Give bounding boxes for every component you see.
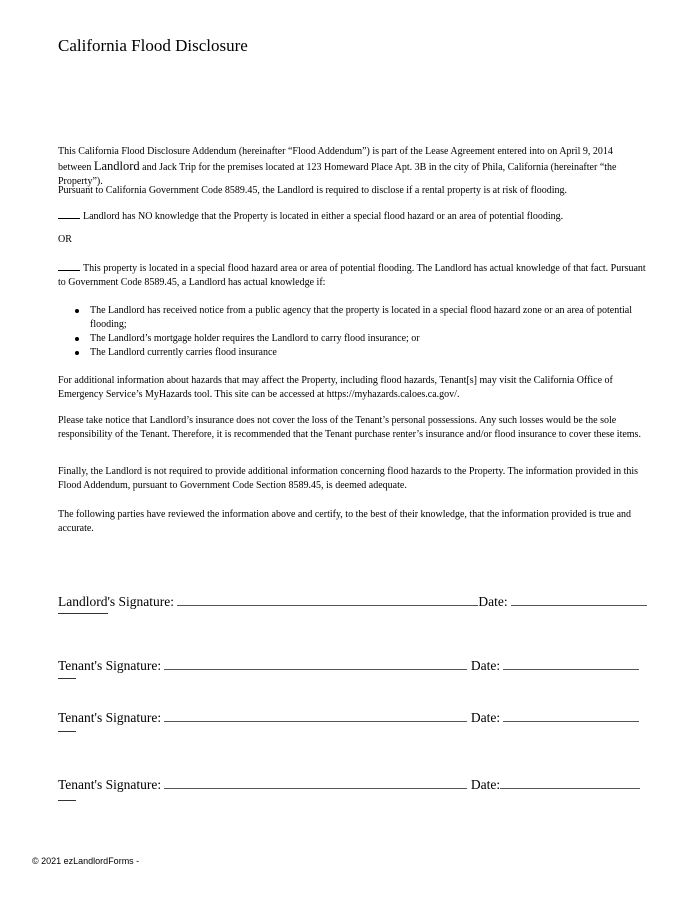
signature-line[interactable] <box>164 775 467 789</box>
date-line[interactable] <box>511 592 647 606</box>
footer-copyright: © 2021 ezLandlordForms - <box>32 856 140 866</box>
insurance-paragraph: Please take notice that Landlord’s insurance does not cover the loss of the Tenant’s personal possessions. Any such losses would be the sole responsibility of the Tenant. Therefore, it is recommended that the Tenant purchase renter’s insurance and/or flood insurance to cover these items. <box>58 415 641 440</box>
date-label: Date: <box>470 777 501 792</box>
line-continuation <box>58 678 76 679</box>
date-label: Date: <box>478 594 508 609</box>
date-line[interactable] <box>503 656 639 670</box>
line-continuation <box>58 731 76 732</box>
signature-line[interactable] <box>164 656 467 670</box>
line-continuation <box>58 613 108 614</box>
info-paragraph: For additional information about hazards that may affect the Property, including flood hazards, Tenant[s] may visit the California Office of Emergency Service’s MyHazards tool. This site can be accessed at https://myhazards.caloes.ca.gov/. <box>58 375 613 400</box>
intro-text: This California Flood Disclosure Addendum (hereinafter “Flood Addendum”) is part of the Lease Agreement entered into on April 9, 2014 between <box>58 146 613 173</box>
intro-paragraph <box>58 145 648 189</box>
finally-paragraph: Finally, the Landlord is not required to provide additional information concerning flood hazards to the Property. The information provided in this Flood Addendum, pursuant to Government Code Section 8589.45, is deemed adequate. <box>58 466 639 491</box>
option-no-knowledge-text: Landlord has NO knowledge that the Property is located in either a special flood hazard or an area of potential flooding. <box>83 211 564 222</box>
tenant-signature-row <box>58 656 639 674</box>
tenant-signature-row <box>58 775 640 793</box>
pursuant-paragraph: Pursuant to California Government Code 8589.45, the Landlord is required to disclose if a rental property is at risk of flooding. <box>58 185 568 196</box>
date-line[interactable] <box>500 775 640 789</box>
line-continuation <box>58 800 76 801</box>
date-line[interactable] <box>503 708 639 722</box>
intro-text-2: and Jack Trip for the premises located at 123 Homeward Place Apt. 3B in the city of Phila, California (hereinafter “the Property”). <box>58 162 617 187</box>
list-item: The Landlord has received notice from a public agency that the property is located in a special flood hazard zone or an area of potential flooding; <box>75 304 650 332</box>
certify-paragraph: The following parties have reviewed the information above and certify, to the best of their knowledge, that the information provided is true and accurate. <box>58 509 632 534</box>
date-label: Date: <box>470 710 501 725</box>
knowledge-list <box>58 304 650 360</box>
date-label: Date: <box>470 658 501 673</box>
checkbox-blank[interactable] <box>58 209 80 219</box>
signature-label: Landlord's Signature: <box>58 594 175 609</box>
signature-line[interactable] <box>164 708 467 722</box>
tenant-signature-row <box>58 708 639 726</box>
option-no-knowledge <box>58 209 648 224</box>
option-has-knowledge <box>58 261 648 290</box>
list-item: The Landlord currently carries flood insurance <box>75 346 650 360</box>
option-has-knowledge-text: This property is located in a special flood hazard area or area of potential flooding. The Landlord has actual knowledge of that fact. Pursuant to Government Code 8589.45, a Landlord has actual knowledge if: <box>58 263 646 288</box>
checkbox-blank[interactable] <box>58 261 80 271</box>
signature-line[interactable] <box>177 592 478 606</box>
landlord-name: Landlord <box>93 159 140 173</box>
signature-label: Tenant's Signature: <box>58 710 162 725</box>
signature-label: Tenant's Signature: <box>58 777 162 792</box>
or-text: OR <box>58 234 72 245</box>
signature-label: Tenant's Signature: <box>58 658 162 673</box>
list-item: The Landlord’s mortgage holder requires the Landlord to carry flood insurance; or <box>75 332 650 346</box>
landlord-signature-row <box>58 592 647 610</box>
document-title: California Flood Disclosure <box>58 36 248 55</box>
